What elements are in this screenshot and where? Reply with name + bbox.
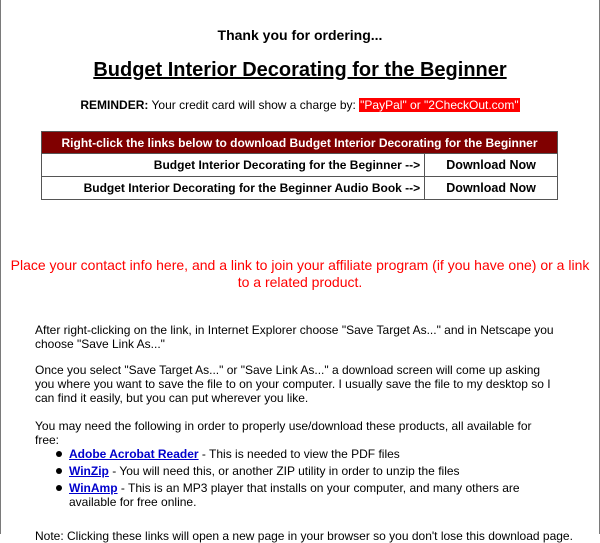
reminder-line	[0, 98, 600, 112]
tool-description: - This is an MP3 player that installs on your computer, and many others are available for free online.	[69, 481, 520, 509]
instructions-paragraph-3: You may need the following in order to properly use/download these products, all available for free:	[35, 419, 532, 447]
instructions-paragraph-1: After right-clicking on the link, in Internet Explorer choose "Save Target As..." and in Netscape you choose "Save Link As..."	[35, 323, 554, 351]
instructions-paragraph-2: Once you select "Save Target As..." or "Save Link As..." a download screen will come up asking you where you want to save the file to on your computer. I usually save the file to my desktop so I can find it easily, but you can put wherever you like.	[35, 363, 551, 405]
download-now-link-audiobook[interactable]: Download Now	[425, 177, 558, 200]
winamp-link[interactable]: WinAmp	[69, 481, 118, 495]
tool-description: - This is needed to view the PDF files	[198, 447, 400, 461]
download-row-audiobook	[42, 177, 558, 200]
charge-highlight: "PayPal" or "2CheckOut.com"	[360, 98, 519, 112]
tool-description: - You will need this, or another ZIP utility in order to unzip the files	[108, 464, 460, 478]
download-table-header-row	[42, 132, 558, 154]
note-text: Note: Clicking these links will open a new page in your browser so you don't lose this download page.	[35, 529, 573, 543]
download-row-ebook	[42, 154, 558, 177]
bullet-icon	[56, 485, 62, 491]
list-item	[53, 447, 563, 461]
page-title	[0, 59, 600, 82]
reminder-label: REMINDER:	[80, 98, 149, 112]
download-item-name: Budget Interior Decorating for the Beginner -->	[42, 154, 425, 177]
reminder-text: Your credit card will show a charge by:	[148, 98, 360, 112]
download-item-name: Budget Interior Decorating for the Beginner Audio Book -->	[42, 177, 425, 200]
thanks-heading: Thank you for ordering...	[217, 27, 383, 43]
download-table	[41, 131, 558, 200]
list-item	[53, 481, 563, 509]
bullet-icon	[56, 468, 62, 474]
page-title-text: Budget Interior Decorating for the Beginner	[93, 59, 507, 81]
adobe-acrobat-link[interactable]: Adobe Acrobat Reader	[69, 447, 199, 461]
winzip-link[interactable]: WinZip	[69, 464, 109, 478]
tools-list	[53, 447, 563, 512]
download-table-header: Right-click the links below to download Budget Interior Decorating for the Beginner	[42, 132, 558, 154]
list-item	[53, 464, 563, 478]
download-now-link-ebook[interactable]: Download Now	[425, 154, 558, 177]
bullet-icon	[56, 451, 62, 457]
contact-info-placeholder: Place your contact info here, and a link to join your affiliate program (if you have one) or a link to a related product.	[10, 257, 590, 290]
